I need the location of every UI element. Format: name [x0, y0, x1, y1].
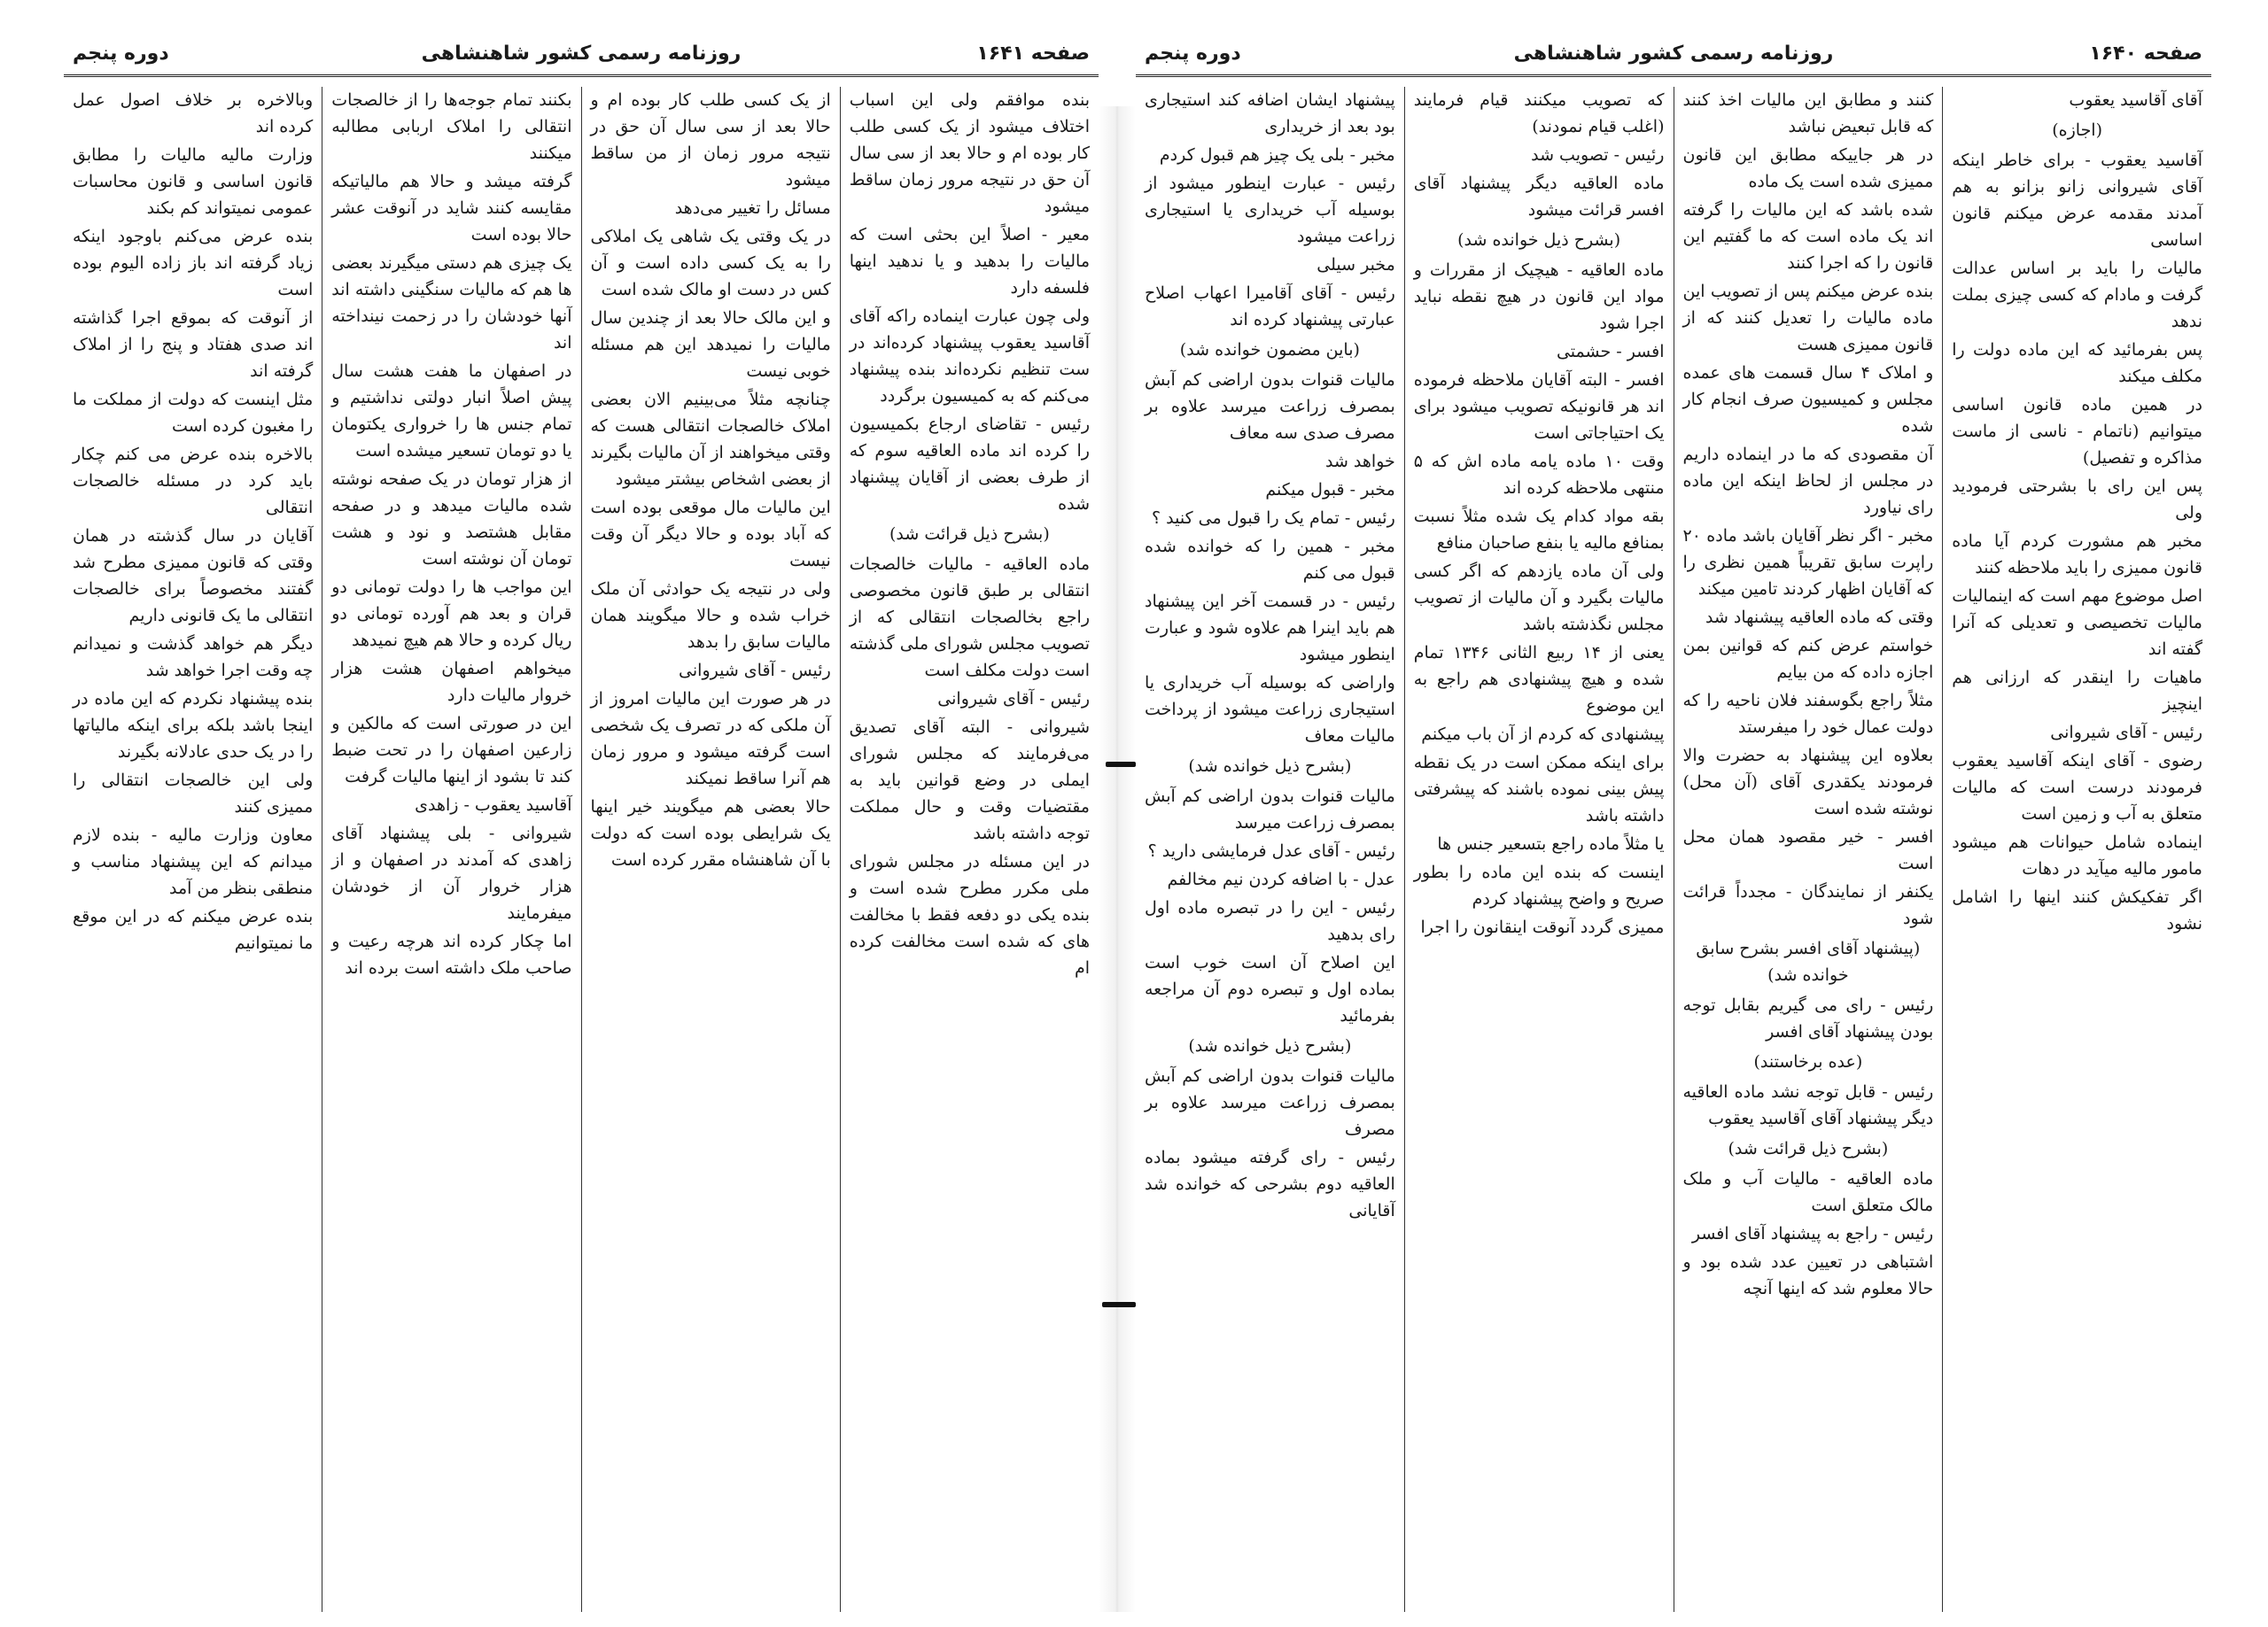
text-paragraph: ماده العاقیه دیگر پیشنهاد آقای افسر قرائت میشود: [1413, 174, 1665, 220]
text-paragraph: (پیشنهاد آقای افسر بشرح سابق خوانده شد): [1696, 939, 1921, 985]
text-paragraph: افسر - خیر مقصود همان محل است: [1682, 827, 1934, 873]
text-paragraph: بنده عرض می‌کنم باوجود اینکه زیاد گرفته اند باز زاده الیوم بوده است: [73, 227, 314, 299]
text-paragraph: رئیس - تصویب شد: [1531, 145, 1665, 165]
text-paragraph: (عده برخاستند): [1753, 1052, 1863, 1072]
right-column-2: [1674, 87, 1943, 1612]
text-paragraph: دیگر هم خواهد گذشت و نمیدانم چه وقت اجرا خواهد شد: [73, 634, 314, 680]
left-column-4: [64, 87, 322, 1612]
right-page-header: [1136, 35, 2211, 77]
text-paragraph: ولی این خالصجات انتقالی را ممیزی کنند: [73, 771, 314, 817]
text-paragraph: مخبر - قبول میکنم: [1265, 480, 1395, 500]
text-paragraph: رئیس - آقای شیروانی: [679, 661, 831, 680]
text-paragraph: بنده عرض میکنم پس از تصویب این ماده مالیات را تعدیل کنند که از قانون ممیزی هست: [1682, 282, 1934, 354]
left-page-title: روزنامه رسمی کشور شاهنشاهی: [421, 43, 742, 65]
text-paragraph: مالیات قنوات بدون اراضی کم آبش بمصرف زراعت میرسد علاوه بر مصرف صدی سه معاف: [1145, 370, 1395, 443]
text-paragraph: مخبر هم مشورت کردم آیا ماده قانون ممیزی را باید ملاحظه کنند: [1952, 531, 2202, 577]
text-paragraph: رئیس - تقاضای ارجاع بکمیسیون را کرده اند ماده العاقیه سوم که از طرف بعضی از آقایان پیشنهاد شده: [849, 414, 1090, 514]
text-paragraph: آقای آقاسید یعقوب: [2069, 90, 2202, 110]
text-paragraph: رئیس - راجع به پیشنهاد آقای افسر: [1691, 1224, 1934, 1243]
text-paragraph: (بشرح ذیل خوانده شد): [1188, 1036, 1352, 1056]
text-paragraph: مثل اینست که دولت از مملکت ما را مغبون کرده است: [73, 390, 314, 436]
right-column-1: [1942, 87, 2211, 1612]
text-paragraph: یکنفر از نمایندگان - مجدداً قرائت شود: [1682, 882, 1934, 928]
text-paragraph: بقه مواد کدام یک شده مثلاً نسبت بمنافع مالیه یا بنفع صاحبان منافع: [1413, 507, 1665, 553]
text-paragraph: از آنوقت که بموقع اجرا گذاشته اند صدی هفتاد و پنج را از املاک گرفته اند: [73, 308, 314, 381]
right-page: [1136, 35, 2211, 1612]
text-paragraph: و املاک ۴ سال قسمت های عمده مجلس و کمیسیون صرف انجام کار شده: [1682, 363, 1934, 436]
left-page-columns: [64, 87, 1099, 1612]
text-paragraph: بعلاوه این پیشنهاد به حضرت والا فرمودند یکقدری آقای (آن محل) نوشته شده است: [1682, 746, 1934, 818]
left-column-2: [581, 87, 840, 1612]
text-paragraph: پس این رای با بشرحتی فرمودید ولی: [1952, 476, 2202, 523]
text-paragraph: رضوی - آقای اینکه آقاسید یعقوب فرمودند درست است که مالیات متعلق به آب و زمین است: [1952, 751, 2202, 824]
text-paragraph: (بشرح ذیل خوانده شد): [1188, 756, 1352, 776]
text-paragraph: رئیس - این را در تبصره ماده اول رای بدهید: [1145, 898, 1395, 944]
text-paragraph: یا مثلاً ماده راجع بتسعیر جنس ها: [1437, 834, 1665, 854]
text-paragraph: شیروانی - البته آقای تصدیق می‌فرمایند که مجلس شورای ایملی در وضع قوانین باید به مقتضیات وقت و حال مملکت توجه داشته باشد: [849, 717, 1090, 843]
text-paragraph: بالاخره بنده عرض می کنم چکار باید کرد در مسئله خالصجات انتقالی: [73, 445, 314, 517]
text-paragraph: این اصلاح آن است خوب است بماده اول و تبصره دوم آن مراجعه بفرمائید: [1145, 953, 1395, 1026]
text-paragraph: افسر - حشمتی: [1556, 342, 1665, 361]
text-paragraph: معاون وزارت مالیه - بنده لازم میدانم که این پیشنهاد مناسب و منطقی بنظر من آمد: [73, 825, 314, 898]
text-paragraph: میخواهم اصفهان هشت هزار خروار مالیات دارد: [331, 659, 572, 705]
text-paragraph: ولی چون عبارت اینماده راکه آقای آقاسید یعقوب پیشنهاد کرده‌اند در ست تنظیم نکرده‌اند بنده پیشنهاد می‌کنم که به کمیسیون برگردد: [849, 306, 1090, 406]
text-paragraph: این مواجب ها را دولت تومانی دو قران و بعد هم آورده تومانی دو ریال کرده و حالا هم هیچ نمیدهد: [331, 577, 572, 650]
text-paragraph: مثلاً راجع بگوسفند فلان ناحیه را که دولت عمال خود را میفرستد: [1682, 691, 1934, 737]
text-paragraph: آقاسید یعقوب - برای خاطر اینکه آقای شیروانی زانو بزانو به هم آمدند مقدمه عرض میکنم قانون اساسی: [1952, 151, 2202, 250]
text-paragraph: مخبر سیلی: [1317, 255, 1395, 275]
text-paragraph: در اصفهان ما هفت هشت سال پیش اصلاً انبار دولتی نداشتیم و تمام جنس ها را خرواری یکتومان یا دو تومان تسعیر میشده است: [331, 361, 572, 461]
text-paragraph: برای اینکه ممکن است در یک نقطه پیش بینی نموده باشند که پیشرفتی داشته باشد: [1413, 753, 1665, 825]
binding-mark: [1106, 762, 1136, 767]
text-paragraph: اگر تفکیکش کنند اینها را اشامل نشود: [1952, 887, 2202, 934]
text-paragraph: ماده العاقیه - مالیات خالصجات انتقالی بر طبق قانون مخصوصی راجع بخالصجات انتقالی که از تصویب مجلس شورای ملی گذشته است دولت مکلف است: [849, 554, 1090, 680]
text-paragraph: افسر - البته آقایان ملاحظه فرموده اند هر قانونیکه تصویب میشود برای یک احتیاجاتی است: [1413, 370, 1665, 443]
text-paragraph: (باین مضمون خوانده شد): [1179, 340, 1360, 360]
text-paragraph: اشتباهی در تعیین عدد شده بود و حالا معلوم شد که اینها آنچه: [1682, 1252, 1934, 1298]
left-page-series: دوره پنجم: [73, 43, 169, 65]
text-paragraph: حالا بعضی هم میگویند خیر اینها یک شرایطی بوده است که دولت با آن شاهنشاه مقرر کرده است: [590, 797, 831, 870]
text-paragraph: شده باشد که این مالیات را گرفته اند یک ماده است که ما گفتیم این قانون را که اجرا کنند: [1682, 200, 1934, 273]
text-paragraph: در هر جاییکه مطابق این قانون ممیزی شده است یک ماده: [1682, 145, 1934, 191]
text-paragraph: گرفته میشد و حالا هم مالیاتیکه مقایسه کنند شاید در آنوقت عشر حالا بوده است: [331, 172, 572, 244]
text-paragraph: ولی در نتیجه یک حوادثی آن ملک خراب شده و حالا میگویند همان مالیات سابق را بدهد: [590, 579, 831, 652]
text-paragraph: وقت ۱۰ ماده یامه ماده اش که ۵ منتهی ملاحظه کرده اند: [1413, 452, 1665, 498]
text-paragraph: (بشرح ذیل قرائت شد): [1728, 1139, 1889, 1158]
text-paragraph: آقایان در سال گذشته در همان وقتی که قانون ممیزی مطرح شد گفتند مخصوصاً برای خالصجات انتقالی ما یک قانونی داریم: [73, 526, 314, 625]
text-paragraph: پیشنهادی که کردم از آن باب میکنم: [1421, 724, 1665, 744]
text-paragraph: ولی آن ماده یازدهم که اگر کسی مالیات بگیرد و آن مالیات از تصویب مجلس نگذشته باشد: [1413, 562, 1665, 634]
text-paragraph: بنده عرض میکنم که در این موقع ما نمیتوانیم: [73, 907, 314, 953]
right-page-number: صفحه ۱۶۴۰: [2089, 43, 2202, 65]
text-paragraph: مخبر - اگر نظر آقایان باشد ماده ۲۰ راپرت سابق تقریباً همین نظری را که آقایان اظهار کردند تامین میکند: [1682, 526, 1934, 599]
text-paragraph: این در صورتی است که مالکین و زارعین اصفهان را در تحت ضبط کند تا بشود از اینها مالیات گرفت: [331, 714, 572, 786]
left-column-1: [840, 87, 1099, 1612]
text-paragraph: آن مقصودی که ما در اینماده داریم در مجلس از لحاظ اینکه این ماده رای نیاورد: [1682, 445, 1934, 517]
text-paragraph: بکنند تمام جوجه‌ها را از خالصجات انتقالی را املاک اربابی مطالبه میکنند: [331, 90, 572, 163]
text-paragraph: آقاسید یعقوب - زاهدی: [415, 795, 572, 815]
text-paragraph: وبالاخره بر خلاف اصول عمل کرده اند: [73, 90, 314, 136]
right-column-4: [1136, 87, 1404, 1612]
text-paragraph: مسائل را تغییر می‌دهد: [674, 198, 831, 218]
text-paragraph: خواهد شد: [1324, 452, 1395, 471]
binding-mark: [1102, 1302, 1136, 1307]
text-paragraph: رئیس - رای می گیریم بقابل توجه بودن پیشنهاد آقای افسر: [1682, 996, 1934, 1042]
right-page-columns: [1136, 87, 2211, 1612]
text-paragraph: اینماده شامل حیوانات هم میشود مامور مالیه میآید در دهات: [1952, 833, 2202, 879]
text-paragraph: خواستم عرض کنم که قوانین بمن اجازه داده که من بیایم: [1682, 636, 1934, 682]
text-paragraph: در یک وقتی یک شاهی یک املاکی را به یک کسی داده است و آن کس در دست او مالک شده است: [590, 227, 831, 299]
text-paragraph: پیشنهاد ایشان اضافه کند استیجاری بود بعد از خریداری: [1145, 90, 1395, 136]
text-paragraph: رئیس - آقای شیروانی: [2050, 723, 2202, 742]
text-paragraph: کنند و مطابق این مالیات اخذ کنند که قابل تبعیض نباشد: [1682, 90, 1934, 136]
text-paragraph: ممیزی گردد آنوقت اینقانون را اجرا: [1420, 918, 1665, 937]
text-paragraph: (بشرح ذیل خوانده شد): [1457, 230, 1621, 250]
text-paragraph: شیروانی - بلی پیشنهاد آقای زاهدی که آمدند در اصفهان و از هزار خروار آن از خودشان میفرمایند: [331, 824, 572, 923]
text-paragraph: اما چکار کرده اند هرچه رعیت و صاحب ملک داشته است برده اند: [331, 932, 572, 978]
text-paragraph: بنده موافقم ولی این اسباب اختلاف میشود از یک کسی طلب کار بوده ام و حالا بعد از سی سال آن حق در نتیجه مرور زمان ساقط میشود: [849, 90, 1090, 216]
text-paragraph: اصل موضوع مهم است که اینمالیات مالیات تخصیصی و تعدیلی که آنرا گفته اند: [1952, 586, 2202, 659]
left-page-header: [64, 35, 1099, 77]
right-page-title: روزنامه رسمی کشور شاهنشاهی: [1513, 43, 1834, 65]
text-paragraph: واراضی که بوسیله آب خریداری یا استیجاری زراعت میشود از پرداخت مالیات معاف: [1145, 673, 1395, 746]
text-paragraph: (اجازه): [2052, 120, 2103, 140]
text-paragraph: در هر صورت این مالیات امروز از آن ملکی که در تصرف یک شخصی است گرفته میشود و مرور زمان هم آنرا ساقط نمیکند: [590, 689, 831, 788]
text-paragraph: رئیس - آقای عدل فرمایشی دارید ؟: [1147, 841, 1395, 861]
left-column-3: [322, 87, 580, 1612]
left-page: [64, 35, 1099, 1612]
text-paragraph: بنده پیشنهاد نکردم که این ماده در اینجا باشد بلکه برای اینکه مالیاتها را در یک حدی عادلانه بگیرند: [73, 689, 314, 762]
text-paragraph: یعنی از ۱۴ ربیع الثانی ۱۳۴۶ تمام شده و هیچ پیشنهادی هم راجع به این موضوع: [1413, 643, 1665, 716]
text-paragraph: پس بفرمائید که این ماده دولت را مکلف میکند: [1952, 340, 2202, 386]
text-paragraph: که تصویب میکنند قیام فرمایند (اغلب قیام نمودند): [1413, 90, 1665, 136]
text-paragraph: یک چیزی هم دستی میگیرند بعضی ها هم که مالیات سنگینی داشته اند آنها خودشان را در زحمت نینداخته اند: [331, 253, 572, 353]
text-paragraph: و این مالک حالا بعد از چندین سال مالیات را نمیدهد این هم مسئله خوبی نیست: [590, 308, 831, 381]
text-paragraph: رئیس - در قسمت آخر این پیشنهاد هم باید اینرا هم علاوه شود و عبارت اینطور میشود: [1145, 592, 1395, 664]
text-paragraph: ماده العاقیه - مالیات آب و ملک مالک متعلق است: [1682, 1169, 1934, 1215]
text-paragraph: مالیات قنوات بدون اراضی کم آبش بمصرف زراعت میرسد: [1145, 786, 1395, 833]
page-gutter: [1099, 106, 1136, 1612]
text-paragraph: مالیات قنوات بدون اراضی کم آبش بمصرف زراعت میرسد علاوه بر مصرف: [1145, 1066, 1395, 1139]
text-paragraph: رئیس - قابل توجه نشد ماده العاقیه دیگر پیشنهاد آقای آقاسید یعقوب: [1682, 1082, 1934, 1128]
right-page-series: دوره پنجم: [1145, 43, 1241, 65]
text-paragraph: رئیس - تمام یک را قبول می کنید ؟: [1152, 508, 1395, 528]
text-paragraph: وقتی که ماده العاقیه پیشنهاد شد: [1705, 608, 1934, 627]
text-paragraph: از یک کسی طلب کار بوده ام و حالا بعد از سی سال آن حق در نتیجه مرور زمان از من ساقط میشود: [590, 90, 831, 190]
text-paragraph: عدل - با اضافه کردن نیم مخالفم: [1167, 870, 1395, 889]
text-paragraph: رئیس - رای گرفته میشود بماده العاقیه دوم بشرحی که خوانده شد آقایانی: [1145, 1148, 1395, 1220]
left-page-number: صفحه ۱۶۴۱: [976, 43, 1090, 65]
text-paragraph: معیر - اصلاً این بحثی است که مالیات را بدهید و یا ندهید اینها فلسفه دارد: [849, 225, 1090, 298]
text-paragraph: ماده العاقیه - هیچیک از مقررات و مواد این قانون در هیچ نقطه نباید اجرا شود: [1413, 260, 1665, 333]
text-paragraph: چنانچه مثلاً می‌بینیم الان بعضی املاک خالصجات انتقالی هست که وقتی میخواهند از آن مالیات بگیرند از بعضی اشخاص بیشتر میشود: [590, 390, 831, 489]
text-paragraph: مخبر - همین را که خوانده شده قبول می کنم: [1145, 537, 1395, 583]
text-paragraph: رئیس - عبارت اینطور میشود از بوسیله آب خریداری یا استیجاری زراعت میشود: [1145, 174, 1395, 246]
text-paragraph: وزارت مالیه مالیات را مطابق قانون اساسی و قانون محاسبات عمومی نمیتواند کم بکند: [73, 145, 314, 218]
text-paragraph: رئیس - آقای آقامیرا اعهاب اصلاح عبارتی پیشنهاد کرده اند: [1145, 283, 1395, 329]
text-paragraph: رئیس - آقای شیروانی: [937, 689, 1090, 709]
text-paragraph: در همین ماده قانون اساسی میتوانیم (ناتمام - ناسی از ماست مذاکره و تفصیل): [1952, 395, 2202, 468]
text-paragraph: مالیات را باید بر اساس عدالت گرفت و مادام که کسی چیزی بملت ندهد: [1952, 259, 2202, 331]
right-column-3: [1404, 87, 1674, 1612]
text-paragraph: (بشرح ذیل قرائت شد): [889, 524, 1050, 544]
text-paragraph: در این مسئله در مجلس شورای ملی مکرر مطرح شده است و بنده یکی دو دفعه فقط با مخالفت های که شده است مخالفت کرده ام: [849, 852, 1090, 978]
text-paragraph: این مالیات مال موقعی بوده است که آباد بوده و حالا دیگر آن وقت نیست: [590, 498, 831, 570]
text-paragraph: از هزار تومان در یک صفحه نوشته شده مالیات میدهد و در صفحه مقابل هشتصد و نود و هشت تومان آن نوشته است: [331, 469, 572, 569]
text-paragraph: اینست که بنده این ماده را بطور صریح و واضح پیشنهاد کردم: [1413, 863, 1665, 909]
text-paragraph: مخبر - بلی یک چیز هم قبول کردم: [1159, 145, 1395, 165]
text-paragraph: ماهیات را اینقدر که ارزانی هم اینچیز: [1952, 668, 2202, 714]
